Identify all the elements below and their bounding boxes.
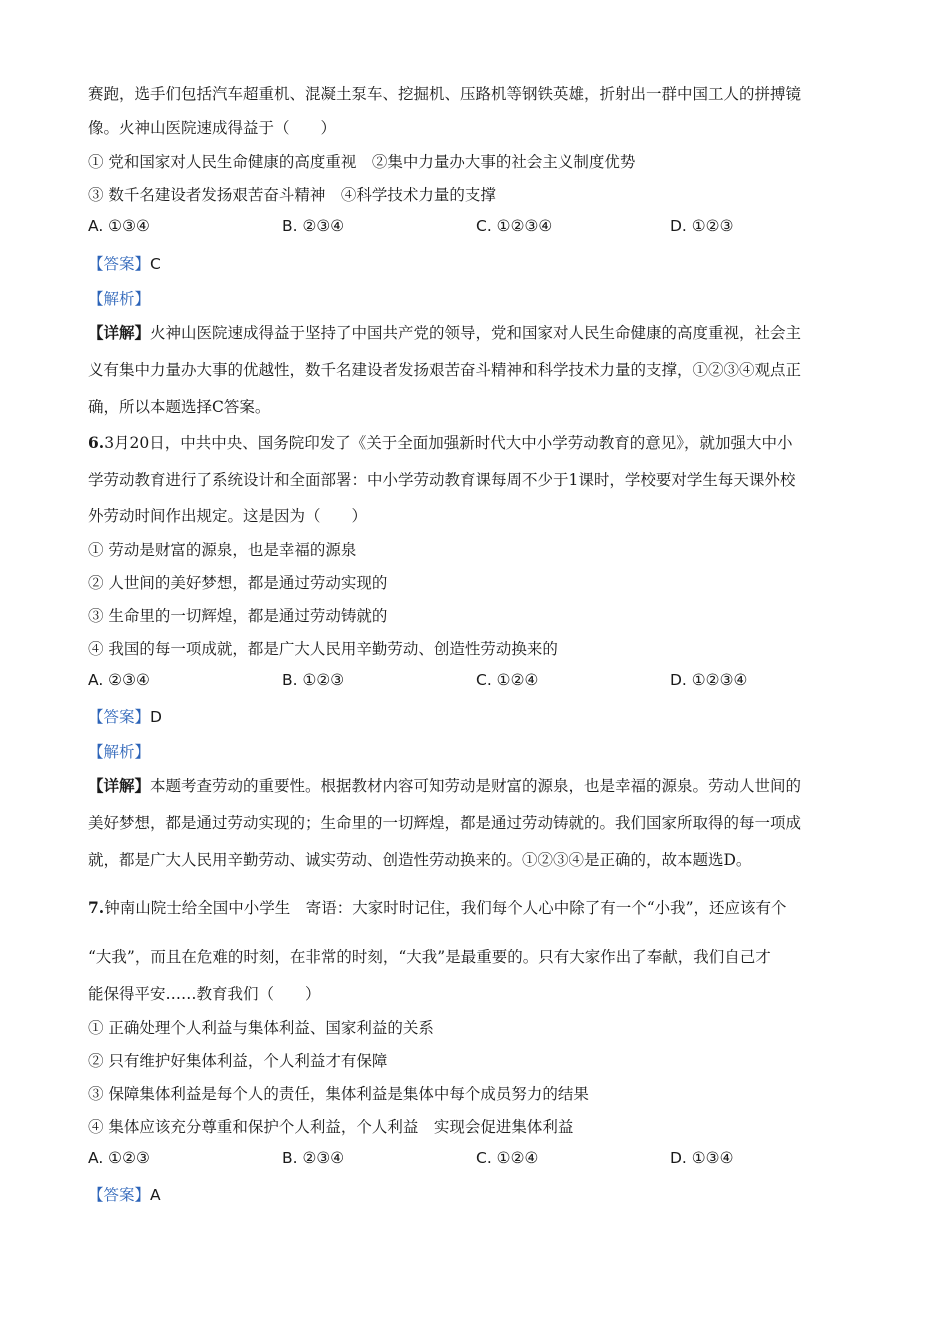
q6-detail-line-1 xyxy=(88,774,801,796)
q5-answer xyxy=(88,252,161,274)
q6-stem-line-2: 学劳动教育进行了系统设计和全面部署：中小学劳动教育课每周不少于1课时，学校要对学生每天课外校 xyxy=(88,471,796,489)
q6-stem-line-3: 外劳动时间作出规定。这是因为（ ） xyxy=(88,507,368,525)
detail-tag: 【详解】 xyxy=(88,323,151,342)
analysis-tag: 【解析】 xyxy=(88,290,151,308)
q7-option-b: B. ②③④ xyxy=(282,1149,345,1167)
detail-text: 本题考查劳动的重要性。根据教材内容可知劳动是财富的源泉，也是幸福的源泉。劳动人世间的 xyxy=(150,777,802,795)
q7-item-3: ③ 保障集体利益是每个人的责任，集体利益是集体中每个成员努力的结果 xyxy=(88,1085,589,1103)
q7-item-1: ① 正确处理个人利益与集体利益、国家利益的关系 xyxy=(88,1019,434,1037)
q5-option-a: A. ①③④ xyxy=(88,217,150,235)
q6-item-4: ④ 我国的每一项成就，都是广大人民用辛勤劳动、创造性劳动换来的 xyxy=(88,640,558,658)
q5-detail-line-3: 确，所以本题选择C答案。 xyxy=(88,398,271,416)
q6-item-1: ① 劳动是财富的源泉，也是幸福的源泉 xyxy=(88,541,357,559)
answer-value: A xyxy=(150,1186,161,1204)
q6-option-b: B. ①②③ xyxy=(282,671,345,689)
q7-stem-line-2: “大我”，而且在危难的时刻，在非常的时刻，“大我”是最重要的。只有大家作出了奉献，我们自己才 xyxy=(88,948,771,966)
q5-analysis-heading xyxy=(88,287,150,309)
q7-item-4: ④ 集体应该充分尊重和保护个人利益，个人利益 实现会促进集体利益 xyxy=(88,1118,574,1136)
detail-text: 火神山医院速成得益于坚持了中国共产党的领导，党和国家对人民生命健康的高度重视，社会主 xyxy=(150,324,802,342)
q6-option-d: D. ①②③④ xyxy=(670,671,748,689)
q6-option-a: A. ②③④ xyxy=(88,671,150,689)
q5-option-d: D. ①②③ xyxy=(670,217,734,235)
q6-analysis-heading xyxy=(88,740,150,762)
q6-item-2: ② 人世间的美好梦想，都是通过劳动实现的 xyxy=(88,574,388,592)
q7-option-a: A. ①②③ xyxy=(88,1149,150,1167)
q6-detail-line-2: 美好梦想，都是通过劳动实现的；生命里的一切辉煌，都是通过劳动铸就的。我们国家所取得的每一项成 xyxy=(88,814,802,832)
q7-stem-line-1 xyxy=(88,896,787,918)
q5-item-line-2: ③ 数千名建设者发扬艰苦奋斗精神 ④科学技术力量的支撑 xyxy=(88,186,496,204)
q7-answer xyxy=(88,1183,161,1205)
q7-stem-text: 钟南山院士给全国中小学生 寄语：大家时时记住，我们每个人心中除了有一个“小我”，还应该有个 xyxy=(104,899,787,917)
answer-value: D xyxy=(150,708,162,726)
q7-option-c: C. ①②④ xyxy=(476,1149,539,1167)
q6-option-c: C. ①②④ xyxy=(476,671,539,689)
q5-detail-line-1 xyxy=(88,321,801,343)
detail-tag: 【详解】 xyxy=(88,776,151,795)
q7-option-d: D. ①③④ xyxy=(670,1149,734,1167)
q7-number: 7. xyxy=(88,898,105,917)
answer-value: C xyxy=(150,255,161,273)
q5-stem-line-1: 赛跑，选手们包括汽车超重机、混凝土泵车、挖掘机、压路机等钢铁英雄，折射出一群中国工人的拼搏镜 xyxy=(88,85,802,103)
q7-stem-line-3: 能保得平安……教育我们（ ） xyxy=(88,985,321,1003)
answer-tag: 【答案】 xyxy=(88,255,151,273)
q6-stem-line-1 xyxy=(88,431,793,453)
q7-item-2: ② 只有维护好集体利益，个人利益才有保障 xyxy=(88,1052,388,1070)
analysis-tag: 【解析】 xyxy=(88,743,151,761)
q6-item-3: ③ 生命里的一切辉煌，都是通过劳动铸就的 xyxy=(88,607,388,625)
q5-item-line-1: ① 党和国家对人民生命健康的高度重视 ②集中力量办大事的社会主义制度优势 xyxy=(88,153,636,171)
q5-detail-line-2: 义有集中力量办大事的优越性，数千名建设者发扬艰苦奋斗精神和科学技术力量的支撑，①②③④观点正 xyxy=(88,361,802,379)
q6-stem-text: 3月20日，中共中央、国务院印发了《关于全面加强新时代大中小学劳动教育的意见》，就加强大中小 xyxy=(104,434,793,452)
q5-stem-line-2: 像。火神山医院速成得益于（ ） xyxy=(88,119,337,137)
answer-tag: 【答案】 xyxy=(88,708,151,726)
q6-number: 6. xyxy=(88,433,105,452)
q6-answer xyxy=(88,705,162,727)
q5-option-c: C. ①②③④ xyxy=(476,217,553,235)
q5-option-b: B. ②③④ xyxy=(282,217,345,235)
answer-tag: 【答案】 xyxy=(88,1186,151,1204)
q6-detail-line-3: 就，都是广大人民用辛勤劳动、诚实劳动、创造性劳动换来的。①②③④是正确的，故本题选D。 xyxy=(88,851,752,869)
